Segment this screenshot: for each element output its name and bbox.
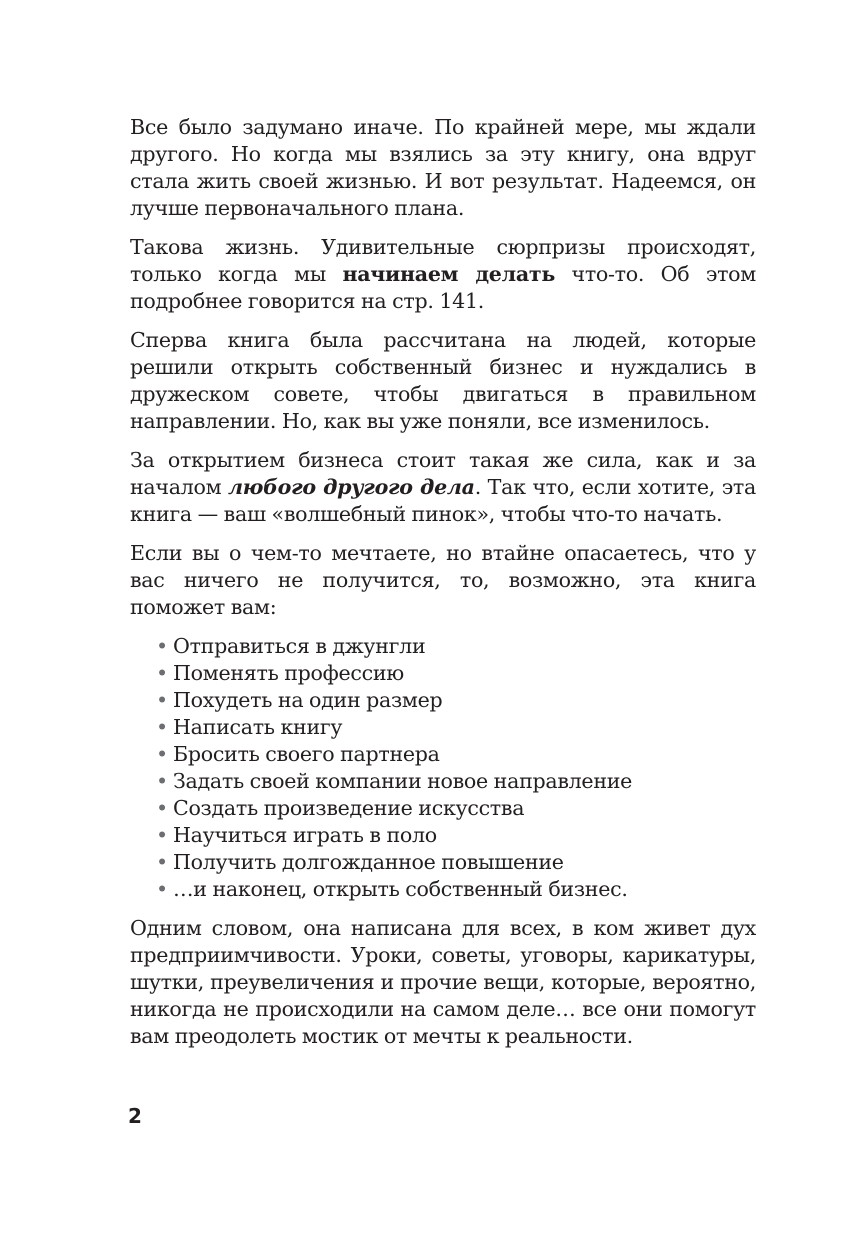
text-segment: Такова жизнь. Удивительные сюрпризы происходят, только когда мы (130, 235, 756, 286)
text-segment: За открытием бизнеса стоит такая же сила, как и за началом (130, 448, 756, 499)
list-item (130, 876, 756, 903)
bullet-icon: • (156, 823, 168, 847)
paragraph (130, 327, 756, 435)
list-item-text: Написать книгу (173, 715, 343, 739)
list-item-text: Бросить своего партнера (173, 742, 440, 766)
bullet-list (130, 633, 756, 903)
list-item (130, 849, 756, 876)
list-item (130, 768, 756, 795)
bullet-icon: • (156, 742, 168, 766)
paragraph (130, 234, 756, 315)
paragraph (130, 540, 756, 621)
list-item (130, 822, 756, 849)
list-item-text: Создать произведение искусства (173, 796, 525, 820)
list-item-text: Похудеть на один размер (173, 688, 443, 712)
list-item (130, 633, 756, 660)
list-item-text: Научиться играть в поло (173, 823, 437, 847)
bullet-icon: • (156, 796, 168, 820)
list-item (130, 714, 756, 741)
bullet-icon: • (156, 634, 168, 658)
text-segment: Сперва книга была рассчитана на людей, которые решили открыть собственный бизнес и нуждались в дружеском совете, чтобы двигаться в правильном направлении. Но, как вы уже поняли, все изменилось. (130, 328, 756, 433)
list-item-text: Задать своей компании новое направление (173, 769, 633, 793)
list-item (130, 741, 756, 768)
list-item-text: Отправиться в джунгли (173, 634, 426, 658)
bullet-icon: • (156, 688, 168, 712)
text-segment: Все было задумано иначе. По крайней мере, мы ждали другого. Но когда мы взялись за эту книгу, она вдруг стала жить своей жизнью. И вот результат. Надеемся, он лучше первоначального плана. (130, 115, 756, 220)
paragraph (130, 915, 756, 1050)
bullet-icon: • (156, 850, 168, 874)
emphasis-text: любого другого дела (228, 475, 475, 499)
paragraph (130, 447, 756, 528)
closing-paragraphs (130, 915, 756, 1050)
emphasis-text: начинаем делать (342, 262, 555, 286)
text-segment: что-то. Об этом подробнее говорится на стр. 141. (130, 262, 756, 313)
bullet-icon: • (156, 769, 168, 793)
page-body (130, 114, 756, 1062)
text-segment: Одним словом, она написана для всех, в ком живет дух предприимчивости. Уроки, советы, уговоры, карикатуры, шутки, преувеличения и прочие вещи, которые, вероятно, никогда не происходили на самом деле… все они помогут вам преодолеть мостик от мечты к реальности. (130, 916, 756, 1048)
bullet-icon: • (156, 877, 168, 901)
list-item-text: Получить долгожданное повышение (173, 850, 564, 874)
intro-paragraphs (130, 114, 756, 621)
bullet-icon: • (156, 715, 168, 739)
text-segment: . Так что, если хотите, эта книга — ваш «волшебный пинок», чтобы что-то начать. (130, 475, 756, 526)
list-item (130, 795, 756, 822)
bullet-icon: • (156, 661, 168, 685)
list-item-text: Поменять профессию (173, 661, 404, 685)
list-item (130, 687, 756, 714)
page-number: 2 (128, 1104, 142, 1128)
list-item (130, 660, 756, 687)
paragraph (130, 114, 756, 222)
text-segment: Если вы о чем-то мечтаете, но втайне опасаетесь, что у вас ничего не получится, то, возможно, эта книга поможет вам: (130, 541, 756, 619)
list-item-text: …и наконец, открыть собственный бизнес. (173, 877, 628, 901)
